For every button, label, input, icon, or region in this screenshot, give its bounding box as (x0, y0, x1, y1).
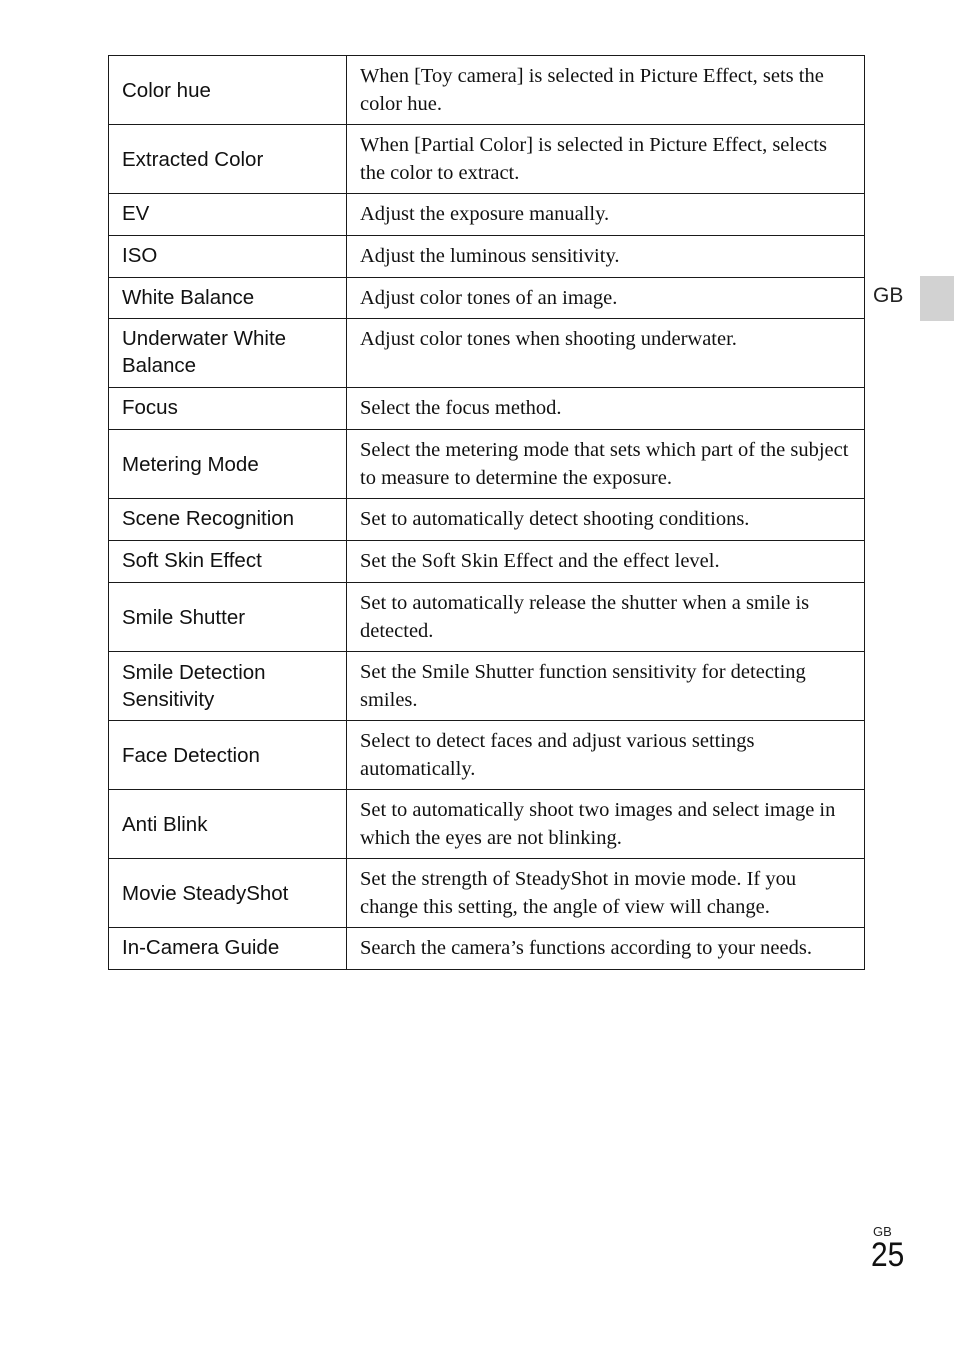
setting-description: Adjust the luminous sensitivity. (347, 236, 865, 278)
table-row (109, 278, 865, 319)
table-row (109, 236, 865, 278)
setting-description: Adjust color tones when shooting underwater. (347, 319, 865, 388)
setting-description: Adjust the exposure manually. (347, 194, 865, 236)
setting-name: ISO (109, 236, 347, 278)
setting-description: Set to automatically detect shooting conditions. (347, 499, 865, 541)
table-row (109, 499, 865, 541)
setting-description: Select the metering mode that sets which part of the subject to measure to determine the exposure. (347, 430, 865, 499)
setting-description: Set the Smile Shutter function sensitivity for detecting smiles. (347, 652, 865, 721)
table-row (109, 125, 865, 194)
setting-description: Adjust color tones of an image. (347, 278, 865, 319)
language-tab-label: GB (873, 284, 904, 307)
setting-name: Movie SteadyShot (109, 859, 347, 928)
setting-description: Select the focus method. (347, 388, 865, 430)
page-number: 25 (871, 1236, 905, 1274)
table-row (109, 652, 865, 721)
table-row (109, 583, 865, 652)
table-row (109, 56, 865, 125)
table-row (109, 541, 865, 583)
table-row (109, 928, 865, 970)
table-row (109, 859, 865, 928)
table-row (109, 430, 865, 499)
page-language-code: GB (873, 1224, 892, 1239)
setting-name: In-Camera Guide (109, 928, 347, 970)
table-row (109, 319, 865, 388)
table-row (109, 194, 865, 236)
setting-description: Select to detect faces and adjust various settings automatically. (347, 721, 865, 790)
setting-name: Underwater White Balance (109, 319, 347, 388)
table-row (109, 388, 865, 430)
table-row (109, 790, 865, 859)
setting-name: Focus (109, 388, 347, 430)
setting-name: Metering Mode (109, 430, 347, 499)
setting-name: Soft Skin Effect (109, 541, 347, 583)
setting-name: Anti Blink (109, 790, 347, 859)
settings-table (108, 55, 865, 970)
table-row (109, 721, 865, 790)
setting-name: Extracted Color (109, 125, 347, 194)
setting-description: When [Toy camera] is selected in Picture Effect, sets the color hue. (347, 56, 865, 125)
setting-description: Search the camera’s functions according to your needs. (347, 928, 865, 970)
setting-description: Set to automatically shoot two images and select image in which the eyes are not blinking. (347, 790, 865, 859)
setting-name: Smile Shutter (109, 583, 347, 652)
setting-name: Smile Detection Sensitivity (109, 652, 347, 721)
setting-name: Color hue (109, 56, 347, 125)
language-tab-marker (920, 276, 954, 321)
setting-description: When [Partial Color] is selected in Picture Effect, selects the color to extract. (347, 125, 865, 194)
setting-name: Scene Recognition (109, 499, 347, 541)
setting-name: White Balance (109, 278, 347, 319)
setting-description: Set the Soft Skin Effect and the effect level. (347, 541, 865, 583)
setting-name: EV (109, 194, 347, 236)
setting-description: Set to automatically release the shutter when a smile is detected. (347, 583, 865, 652)
setting-name: Face Detection (109, 721, 347, 790)
setting-description: Set the strength of SteadyShot in movie mode. If you change this setting, the angle of view will change. (347, 859, 865, 928)
